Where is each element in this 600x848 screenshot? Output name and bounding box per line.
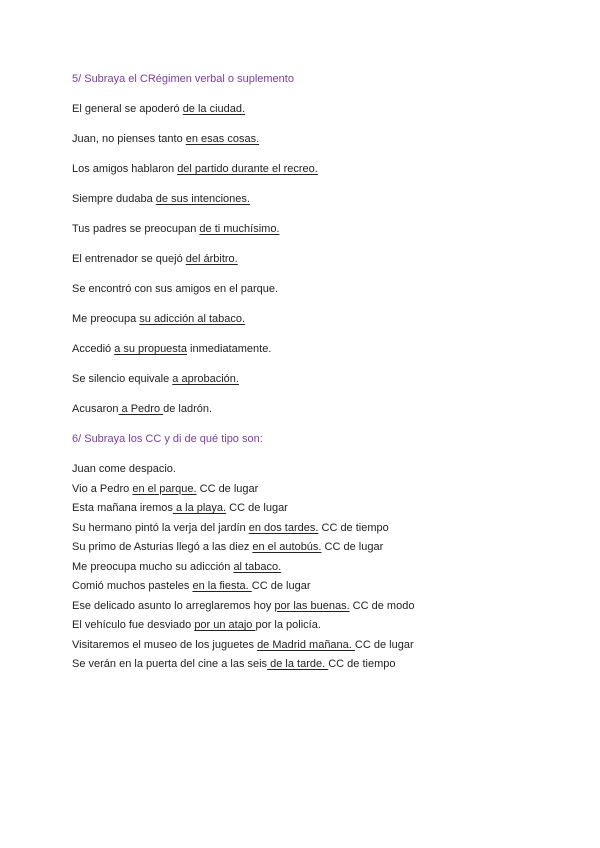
exercise-5	[72, 72, 542, 416]
underlined-complement: de ti muchísimo.	[199, 223, 280, 235]
sentence: Los amigos hablaron del partido durante el recreo.	[72, 163, 318, 175]
sentence: El vehículo fue desviado por un atajo por la policía.	[72, 619, 321, 631]
exercise-5-heading: 5/ Subraya el CRégimen verbal o suplemento	[72, 73, 294, 85]
sentence: Acusaron a Pedro de ladrón.	[72, 403, 213, 415]
sentence: Vio a Pedro en el parque. CC de lugar	[72, 482, 259, 495]
sentence: Se silencio equivale a aprobación.	[72, 373, 239, 385]
document-content	[72, 72, 542, 677]
underlined-complement: de la ciudad.	[182, 103, 246, 115]
underlined-complement: del árbitro.	[185, 253, 238, 265]
exercise-6	[72, 432, 542, 671]
underlined-complement: de Madrid mañana.	[257, 638, 355, 651]
sentence: Tus padres se preocupan de ti muchísimo.	[72, 223, 280, 235]
sentence: Su hermano pintó la verja del jardín en dos tardes. CC de tiempo	[72, 521, 389, 534]
sentence: Siempre dudaba de sus intenciones.	[72, 193, 250, 205]
sentence: El general se apoderó de la ciudad.	[72, 103, 246, 115]
underlined-complement: en dos tardes.	[248, 521, 319, 534]
sentence: Su primo de Asturias llegó a las diez en el autobús. CC de lugar	[72, 541, 384, 553]
underlined-complement: de sus intenciones.	[155, 193, 250, 205]
underlined-complement: en esas cosas.	[185, 133, 260, 145]
sentence: El entrenador se quejó del árbitro.	[72, 253, 238, 265]
underlined-complement: en la fiesta.	[192, 580, 252, 592]
underlined-complement: a aprobación.	[172, 373, 239, 385]
underlined-complement: por las buenas.	[274, 599, 350, 612]
underlined-complement: a la playa.	[172, 502, 227, 514]
underlined-complement: a su propuesta	[114, 343, 187, 355]
sentence: Comió muchos pasteles en la fiesta. CC de lugar	[72, 580, 311, 592]
sentence: Juan come despacio.	[72, 463, 176, 475]
underlined-complement: a Pedro	[118, 403, 164, 415]
sentence: Esta mañana iremos a la playa. CC de lugar	[72, 502, 288, 514]
underlined-complement: en el autobús.	[252, 541, 322, 553]
sentence: Juan, no pienses tanto en esas cosas.	[72, 133, 260, 145]
underlined-complement: al tabaco.	[233, 560, 282, 573]
sentence: Se encontró con sus amigos en el parque.	[72, 283, 279, 295]
underlined-complement: por un atajo	[194, 619, 256, 631]
sentence: Accedió a su propuesta inmediatamente.	[72, 343, 272, 355]
exercise-6-heading: 6/ Subraya los CC y di de qué tipo son:	[72, 433, 263, 445]
underlined-complement: del partido durante el recreo.	[177, 163, 318, 175]
underlined-complement: su adicción al tabaco.	[139, 313, 246, 325]
underlined-complement: en el parque.	[132, 482, 197, 495]
sentence: Se verán en la puerta del cine a las seis de la tarde. CC de tiempo	[72, 658, 396, 670]
underlined-complement: de la tarde.	[267, 658, 329, 670]
sentence: Me preocupa su adicción al tabaco.	[72, 313, 246, 325]
sentence: Visitaremos el museo de los juguetes de Madrid mañana. CC de lugar	[72, 638, 414, 651]
sentence: Me preocupa mucho su adicción al tabaco.	[72, 560, 282, 573]
sentence: Ese delicado asunto lo arreglaremos hoy por las buenas. CC de modo	[72, 599, 415, 612]
